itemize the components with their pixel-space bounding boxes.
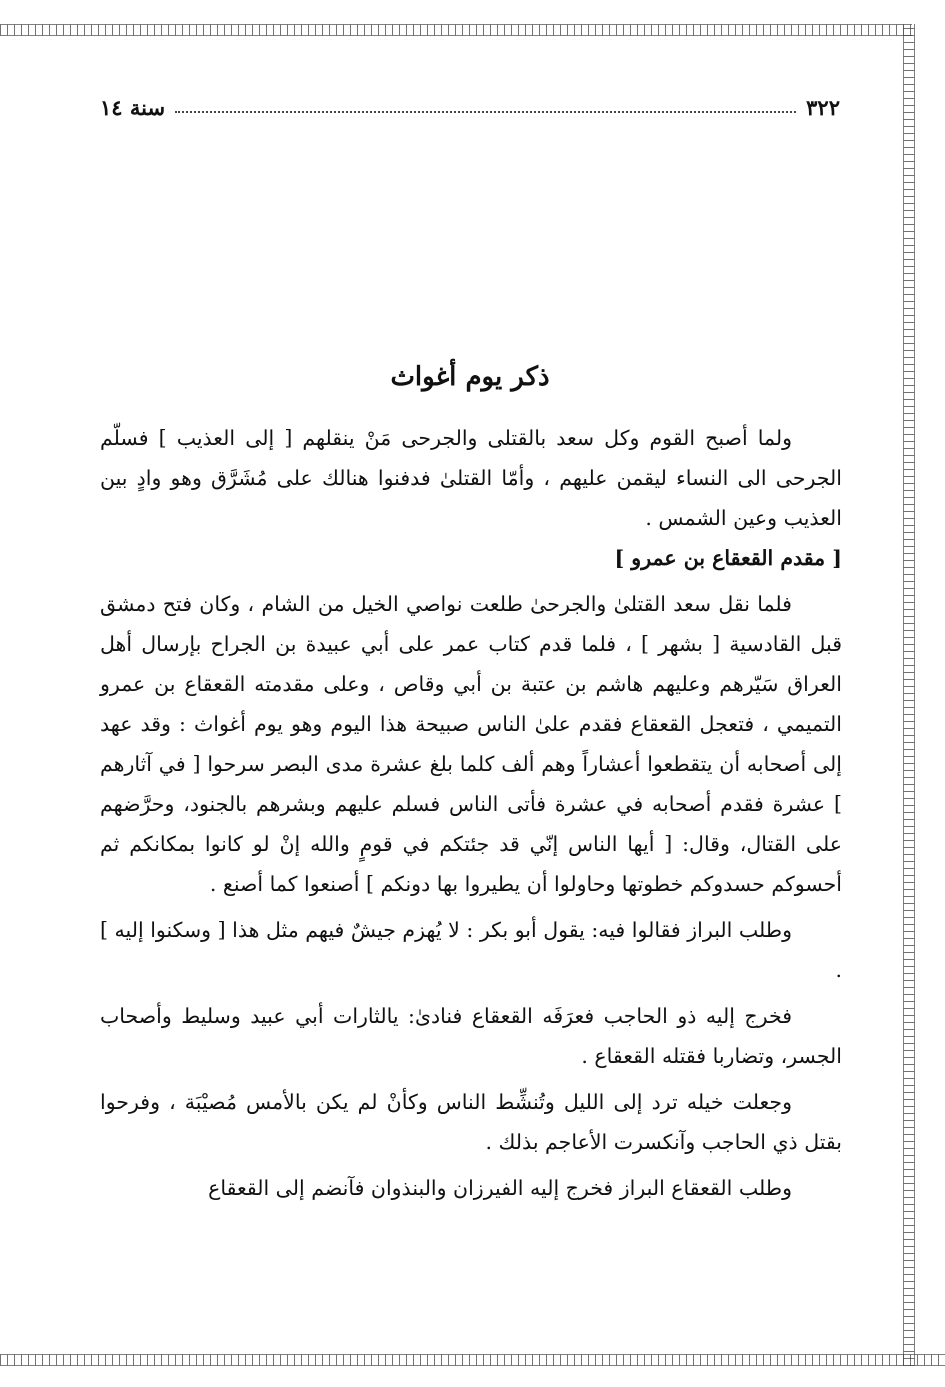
decorative-border-right [903,24,915,1366]
section-title: ذكر يوم أغواث [390,362,550,392]
decorative-border-bottom [0,1354,945,1366]
paragraph: فخرج إليه ذو الحاجب فعرَفَه القعقاع فنادىٰ: يالثارات أبي عبيد وسليط وأصحاب الجسر، وتضاربا فقتله القعقاع . [100,1004,842,1068]
body-text [100,418,842,1208]
paragraph: وجعلت خيله ترد إلى الليل وتُنشِّط الناس وكأنْ لم يكن بالأمس مُصيْبَة ، وفرحوا بقتل ذي الحاجب وآنكسرت الأعاجم بذلك . [100,1090,842,1154]
paragraph: وطلب البراز فقالوا فيه: يقول أبو بكر : لا يُهزم جيشٌ فيهم مثل هذا [ وسكنوا إليه ] . [100,918,842,982]
page-number: ٣٢٢ [806,94,840,120]
decorative-border-top [0,24,912,36]
paragraph: ولما أصبح القوم وكل سعد بالقتلى والجرحى مَنْ ينقلهم [ إلى العذيب ] فسلّم الجرحى الى النساء ليقمن عليهم ، وأمّا القتلىٰ فدفنوا هنالك على مُشَرَّق وهو وادٍ بين العذيب وعين الشمس . [100,426,842,530]
running-header [100,92,840,122]
paragraph: وطلب القعقاع البراز فخرج إليه الفيرزان والبنذوان فآنضم إلى القعقاع [208,1176,792,1200]
header-dotted-leader [175,111,796,113]
paragraph: فلما نقل سعد القتلىٰ والجرحىٰ طلعت نواصي الخيل من الشام ، وكان فتح دمشق قبل القادسية [ بشهر ] ، فلما قدم كتاب عمر على أبي عبيدة بن الجراح بإرسال أهل العراق سَيّرهم وعليهم هاشم بن عتبة بن أبي وقاص ، وعلى مقدمته القعقاع بن عمرو التميمي ، فتعجل القعقاع فقدم علىٰ الناس صبيحة هذا اليوم وهو يوم أغواث : وقد عهد إلى أصحابه أن يتقطعوا أعشاراً وهم ألف كلما بلغ عشرة مدى البصر سرحوا [ في آثارهم ] عشرة فقدم أصحابه في عشرة فأتى الناس فسلم عليهم وبشرهم بالجنود، وحرَّضهم على القتال، وقال: [ أيها الناس إنّي قد جئتكم في قومٍ والله إنْ لو كانوا بمكانكم ثم أحسوكم حسدوكم خطوتها وحاولوا أن يطيروا بها دونكم ] أصنعوا كما أصنع . [100,592,842,896]
subheading: [ مقدم القعقاع بن عمرو ] [614,546,842,570]
running-header-year: سنة ١٤ [100,94,166,120]
